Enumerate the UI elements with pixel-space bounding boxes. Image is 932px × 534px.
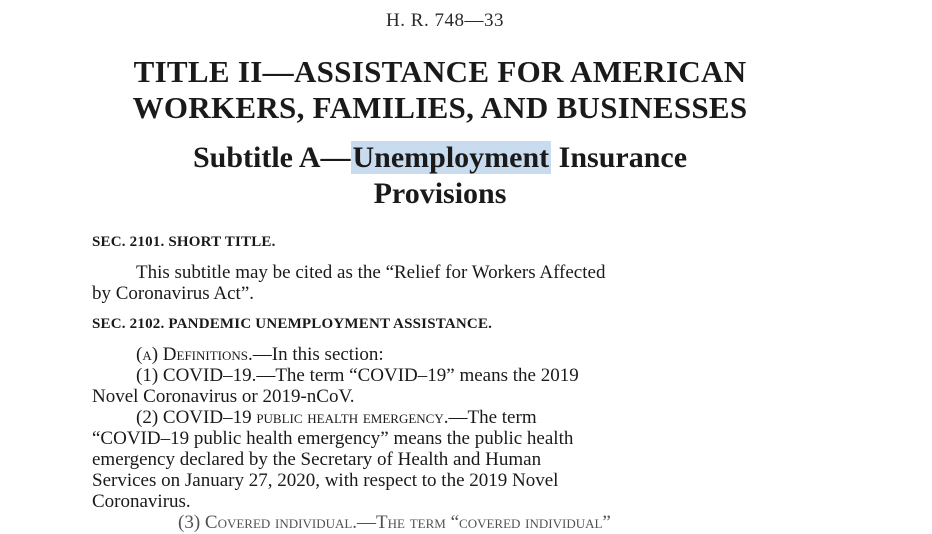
highlighted-word[interactable]: Unemployment	[352, 141, 550, 174]
subtitle-line-1	[0, 140, 880, 176]
item-1-label: (1) COVID–19.	[136, 365, 257, 386]
item-2-line-5: Coronavirus.	[92, 491, 191, 512]
item-2-line-1	[92, 407, 786, 428]
subtitle-suffix: Insurance	[551, 141, 688, 174]
subtitle-prefix: Subtitle A—	[192, 141, 351, 174]
item-3-partial-line: (3) Covered individual.—The term “covered individual”	[178, 512, 611, 533]
item-2-text-1: —The term	[448, 407, 537, 428]
title-heading	[0, 54, 880, 126]
section-2101-text	[92, 262, 786, 304]
subtitle-line-2: Provisions	[373, 177, 507, 210]
item-2-line-4: Services on January 27, 2020, with respect to the 2019 Novel	[92, 470, 559, 491]
section-heading-2101: SEC. 2101. SHORT TITLE.	[92, 234, 276, 250]
page-header: H. R. 748—33	[386, 10, 504, 31]
item-1-line-1	[92, 365, 786, 386]
item-1-line-2: Novel Coronavirus or 2019-nCoV.	[92, 386, 355, 407]
definitions-line	[92, 344, 786, 365]
subtitle-heading	[0, 140, 880, 212]
section-heading-2102: SEC. 2102. PANDEMIC UNEMPLOYMENT ASSISTANCE.	[92, 316, 493, 332]
item-1-text-1: —The term “COVID–19” means the 2019	[256, 365, 579, 386]
section-2101-line-1: This subtitle may be cited as the “Relief for Workers Affected	[136, 262, 606, 283]
definitions-text: —In this section:	[252, 344, 384, 365]
section-2102-text	[92, 344, 786, 512]
item-2-line-2: “COVID–19 public health emergency” means the public health	[92, 428, 574, 449]
section-2101-line-2: by Coronavirus Act”.	[92, 283, 255, 304]
definitions-label: (a) Definitions.	[136, 344, 253, 365]
item-2-label: (2) COVID–19 public health emergency.	[136, 407, 449, 428]
title-line-1: TITLE II—ASSISTANCE FOR AMERICAN	[133, 54, 747, 89]
item-2-line-3: emergency declared by the Secretary of Health and Human	[92, 449, 542, 470]
title-line-2: WORKERS, FAMILIES, AND BUSINESSES	[132, 90, 748, 125]
